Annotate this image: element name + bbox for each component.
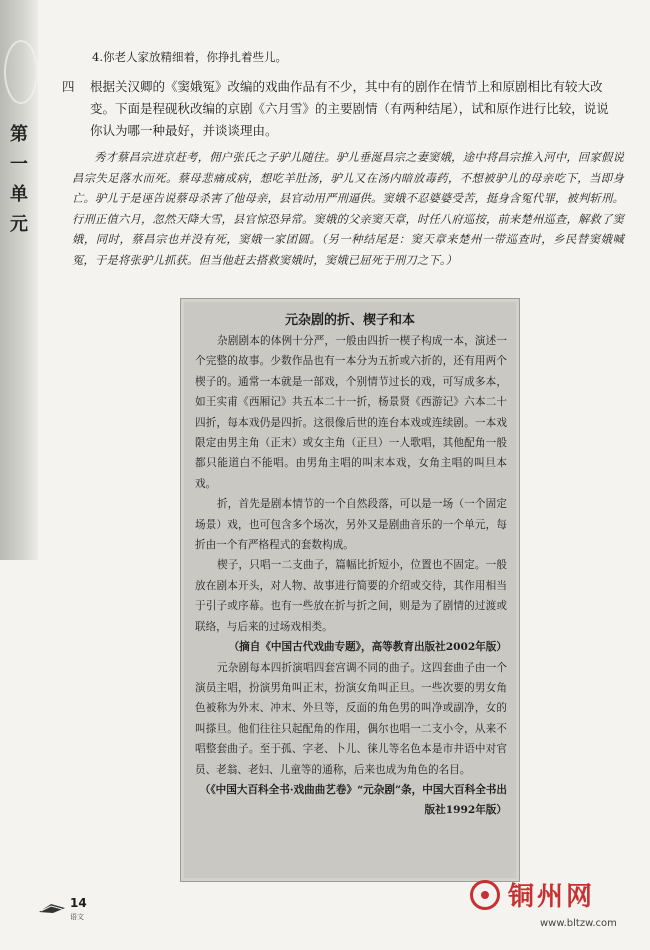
info-paragraph: 杂剧剧本的体例十分严，一般由四折一楔子构成一本，演述一个完整的故事。少数作品也有一本分为五折或六折的，还有用两个楔子的。通常一本就是一部戏，个别情节过长的戏，可写成多本，如王实甫《西厢记》共五本二十一折，杨景贤《西游记》六本二十四折，每本戏仍是四折。这很像后世的连台本戏或连续剧。一本戏限定由男主角（正末）或女主角（正旦）一人歌唱，其他配角一般都只能道白不能唱。由男角主唱的叫末本戏，女角主唱的叫旦本戏。 xyxy=(195,335,507,490)
sidebar-info-box xyxy=(180,298,520,882)
info-box-title: 元杂剧的折、楔子和本 xyxy=(284,313,415,328)
source-citation: （摘自《中国古代戏曲专题》，高等教育出版社2002年版） xyxy=(228,641,507,654)
book-icon xyxy=(38,900,66,914)
info-paragraph: 折，首先是剧本情节的一个自然段落，可以是一场（一个固定场景）戏，也可包含多个场次，另外又是剧曲音乐的一个单元，每折由一个有严格程式的套数构成。 xyxy=(195,498,507,552)
unit-side-band xyxy=(0,0,38,560)
section-instruction: 根据关汉卿的《窦娥冤》改编的戏曲作品有不少，其中有的剧作在情节上和原剧相比有较大改变。下面是程砚秋改编的京剧《六月雪》的主要剧情（有两种结尾），试和原作进行比较，说说你认为哪一种最好，并谈谈理由。 xyxy=(90,79,609,138)
unit-label: 第一单元 xyxy=(10,124,28,235)
info-paragraph: 元杂剧每本四折演唱四套宫调不同的曲子。这四套曲子由一个演员主唱，扮演男角叫正末，扮演女角叫正旦。一些次要的男女角色被称为外末、冲末、外旦等，反面的角色男的叫净或副净，女的叫搽旦。他们往往只起配角的作用，偶尔也唱一二支小令，从来不唱整套曲子。至于孤、字老、卜儿、徕儿等名色本是市井语中对官员、老翁、老妇、儿童等的通称，后来也成为角色的名目。 xyxy=(195,661,507,776)
question-item-4: 4.你老人家放精细着，你挣扎着些儿。 xyxy=(92,50,287,64)
info-box-body xyxy=(195,331,507,821)
source-citation: （《中国大百科全书·戏曲曲艺卷》“元杂剧”条，中国大百科全书出版社1992年版） xyxy=(199,783,507,817)
page-subject: 语文 xyxy=(70,913,84,921)
decorative-swirl-icon xyxy=(4,40,38,104)
info-paragraph: 楔子，只唱一二支曲子，篇幅比折短小，位置也不固定。一般放在剧本开头，对人物、故事进行简要的介绍或交待，其作用相当于引子或序幕。也有一些放在折与折之间，则是为了剧情的过渡或联络，与后来的过场戏相类。 xyxy=(195,559,507,633)
page-number: 14 xyxy=(70,896,87,910)
watermark-site-name: 铜州网 xyxy=(508,882,596,912)
watermark-logo-icon xyxy=(470,880,500,910)
watermark-url: www.bltzw.com xyxy=(540,918,617,929)
plot-summary: 秀才蔡昌宗进京赶考，佣户张氏之子驴儿随往。驴儿垂涎昌宗之妻窦娥，途中将昌宗推入河中，回家假说昌宗失足落水而死。蔡母悲痛成病，想吃羊肚汤，驴儿又在汤内暗放毒药，不想被驴儿的母亲吃下，当即身亡。驴儿于是诬告说蔡母杀害了他母亲，县官动用严刑逼供。窦娥不忍婆婆受苦，挺身含冤代罪，被判斩刑。行刑正值六月，忽然天降大雪，县官惊恐异常。窦娥的父亲窦天章，时任八府巡按，前来楚州巡查，解救了窦娥，同时，蔡昌宗也并没有死，窦娥一家团圆。（另一种结尾是：窦天章来楚州一带巡查时，乡民替窦娥喊冤，于是将张驴儿抓获。但当他赶去搭救窦娥时，窦娥已屈死于刑刀之下。） xyxy=(72,151,624,267)
section-number: 四 xyxy=(62,79,75,94)
